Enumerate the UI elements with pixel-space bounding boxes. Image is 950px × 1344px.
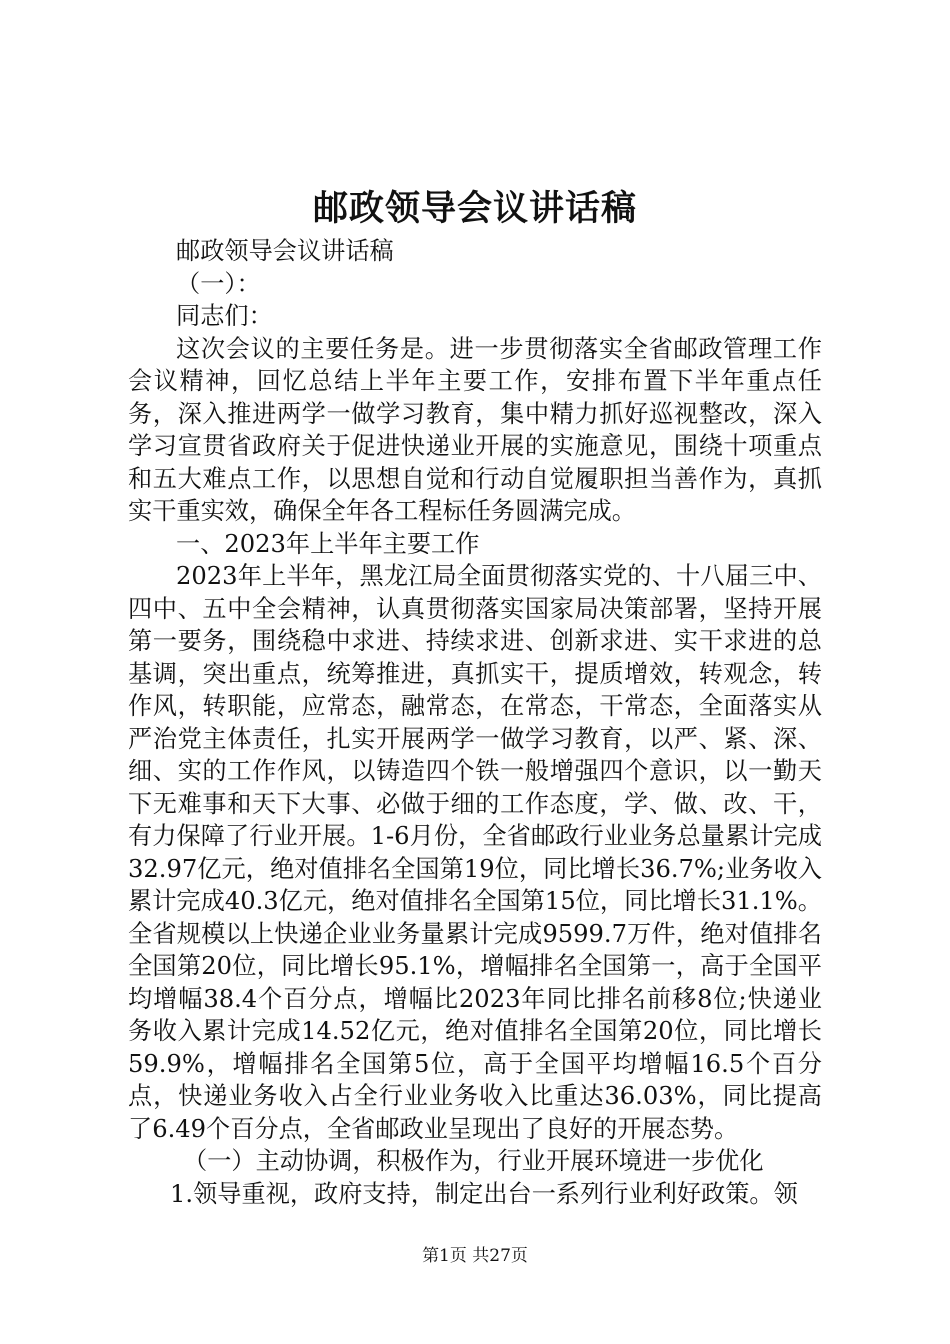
subsection-heading: （一）主动协调，积极作为，行业开展环境进一步优化 — [183, 1147, 764, 1175]
item-paragraph: 1.领导重视，政府支持，制定出台一系列行业利好政策。领 — [170, 1179, 798, 1208]
salutation-paragraph: 同志们： — [176, 302, 273, 330]
page-number-footer: 第1页 共27页 — [422, 1246, 528, 1266]
section-marker-paragraph: （一）： — [176, 269, 261, 298]
section-heading: 一、2023年上半年主要工作 — [176, 529, 480, 558]
subtitle-paragraph: 邮政领导会议讲话稿 — [176, 237, 394, 265]
intro-paragraph: 这次会议的主要任务是。进一步贯彻落实全省邮政管理工作会议精神，回忆总结上半年主要工作，安排布置下半年重点任务，深入推进两学一做学习教育，集中精力抓好巡视整改，深入学习宣贯省政府关于促进快递业开展的实施意见，围绕十项重点和五大难点工作，以思想自觉和行动自觉履职担当善作为，真抓实干重实效，确保全年各工程标任务圆满完成。 — [128, 334, 822, 525]
summary-paragraph: 2023年上半年，黑龙江局全面贯彻落实党的、十八届三中、四中、五中全会精神，认真贯彻落实国家局决策部署，坚持开展第一要务，围绕稳中求进、持续求进、创新求进、实干求进的总基调，突出重点，统筹推进，真抓实干，提质增效，转观念，转作风，转职能，应常态，融常态，在常态，干常态，全面落实从严治党主体责任，扎实开展两学一做学习教育，以严、紧、深、细、实的工作作风，以铸造四个铁一般增强四个意识，以一勤天下无难事和天下大事、必做于细的工作态度，学、做、改、干，有力保障了行业开展。1-6月份，全省邮政行业业务总量累计完成32.97亿元，绝对值排名全国第19位，同比增长36.7%;业务收入累计完成40.3亿元，绝对值排名全国第15位，同比增长31.1%。全省规模以上快递企业业务量累计完成9599.7万件，绝对值排名全国第20位，同比增长95.1%，增幅排名全国第一，高于全国平均增幅38.4个百分点，增幅比2023年同比排名前移8位;快递业务收入累计完成14.52亿元，绝对值排名全国第20位，同比增长59.9%，增幅排名全国第5位，高于全国平均增幅16.5个百分点，快递业务收入占全行业业务收入比重达36.03%，同比提高了6.49个百分点，全省邮政业呈现出了良好的开展态势。 — [128, 562, 822, 1143]
document-body — [128, 235, 822, 1210]
document-title: 邮政领导会议讲话稿 — [312, 188, 637, 229]
